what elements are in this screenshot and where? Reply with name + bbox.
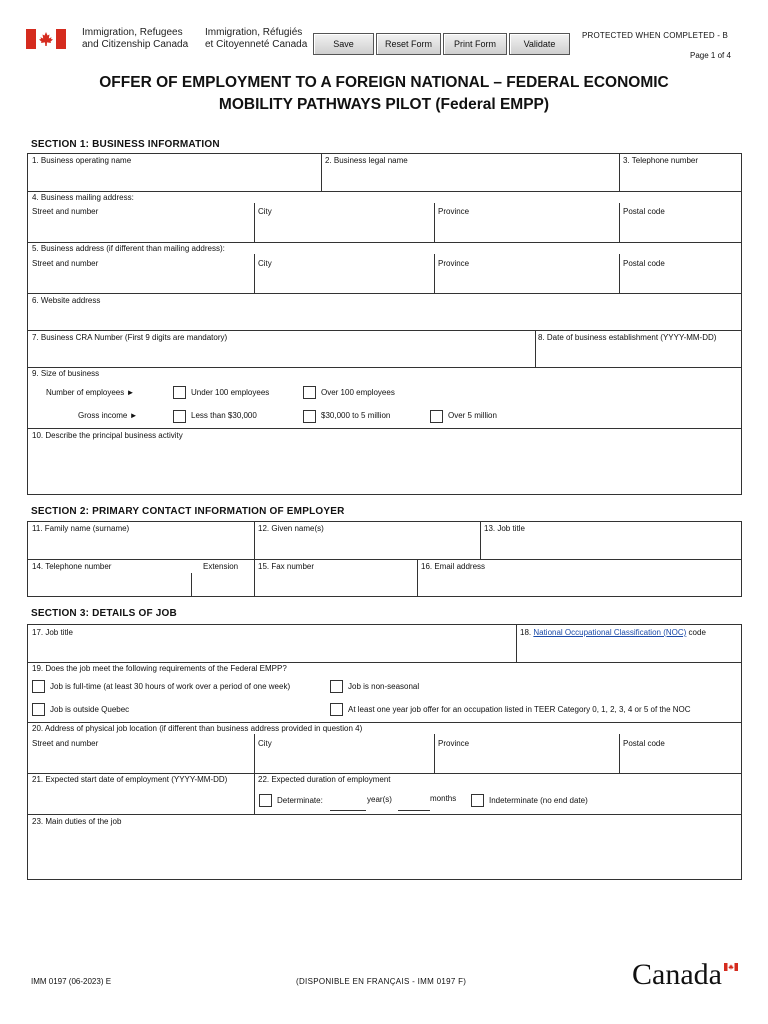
print-form-button[interactable]: Print Form [443, 33, 507, 55]
noc-link[interactable]: National Occupational Classification (NOC) [533, 628, 687, 637]
page-number: Page 1 of 4 [690, 51, 731, 60]
full-time-checkbox[interactable] [32, 680, 45, 693]
noc-prefix: 18. [520, 628, 532, 637]
dept-en-line2: and Citizenship Canada [82, 39, 189, 50]
requirements-question-label: 19. Does the job meet the following requirements of the Federal EMPP? [32, 664, 287, 673]
form-title-line1: OFFER OF EMPLOYMENT TO A FOREIGN NATIONAL – FEDERAL ECONOMIC [99, 74, 669, 91]
job-street-label: Street and number [32, 739, 99, 748]
main-duties-label: 23. Main duties of the job [32, 817, 122, 826]
french-version-notice: (DISPONIBLE EN FRANÇAIS - IMM 0197 F) [296, 977, 467, 986]
section3-box [27, 624, 742, 880]
extension-label: Extension [203, 562, 239, 571]
fax-number-label: 15. Fax number [258, 562, 315, 571]
business-province-label: Province [438, 259, 470, 268]
outside-quebec-label: Job is outside Quebec [50, 705, 130, 714]
years-input[interactable] [330, 810, 366, 811]
less-than-30k-checkbox[interactable] [173, 410, 186, 423]
noc-code-label [520, 628, 706, 637]
noc-suffix: code [688, 628, 706, 637]
establishment-date-label: 8. Date of business establishment (YYYY-MM-DD) [538, 333, 717, 342]
principal-activity-label: 10. Describe the principal business activity [32, 431, 183, 440]
number-of-employees-label: Number of employees ► [46, 388, 135, 397]
family-name-label: 11. Family name (surname) [32, 524, 130, 533]
protected-notice: PROTECTED WHEN COMPLETED - B [582, 31, 729, 40]
non-seasonal-checkbox[interactable] [330, 680, 343, 693]
business-postal-label: Postal code [623, 259, 665, 268]
website-address-label: 6. Website address [32, 296, 101, 305]
business-street-label: Street and number [32, 259, 99, 268]
business-address-label: 5. Business address (if different than mailing address): [32, 244, 225, 253]
business-operating-name-label: 1. Business operating name [32, 156, 132, 165]
duration-label: 22. Expected duration of employment [258, 775, 391, 784]
outside-quebec-checkbox[interactable] [32, 703, 45, 716]
months-label: months [430, 794, 457, 803]
reset-form-button[interactable]: Reset Form [376, 33, 441, 55]
business-legal-name-label: 2. Business legal name [325, 156, 408, 165]
contact-telephone-label: 14. Telephone number [32, 562, 112, 571]
canada-flag-icon [26, 29, 66, 49]
over-5m-label: Over 5 million [448, 411, 497, 420]
form-title-line2: MOBILITY PATHWAYS PILOT (Federal EMPP) [218, 96, 550, 113]
indeterminate-label: Indeterminate (no end date) [489, 796, 588, 805]
teer-category-checkbox[interactable] [330, 703, 343, 716]
business-city-label: City [258, 259, 272, 268]
over-5m-checkbox[interactable] [430, 410, 443, 423]
validate-button[interactable]: Validate [509, 33, 570, 55]
30k-to-5m-checkbox[interactable] [303, 410, 316, 423]
determinate-checkbox[interactable] [259, 794, 272, 807]
determinate-label: Determinate: [277, 796, 323, 805]
mailing-address-label: 4. Business mailing address: [32, 193, 134, 202]
size-of-business-label: 9. Size of business [32, 369, 100, 378]
start-date-label: 21. Expected start date of employment (YYYY-MM-DD) [32, 775, 228, 784]
email-address-label: 16. Email address [421, 562, 486, 571]
mailing-street-label: Street and number [32, 207, 99, 216]
job-postal-label: Postal code [623, 739, 665, 748]
dept-fr-line1: Immigration, Réfugiés [205, 27, 303, 38]
dept-en-line1: Immigration, Refugees [82, 27, 183, 38]
section2-heading: SECTION 2: PRIMARY CONTACT INFORMATION OF EMPLOYER [31, 506, 345, 517]
section1-box [27, 153, 742, 495]
dept-fr-line2: et Citoyenneté Canada [205, 39, 308, 50]
years-label: year(s) [367, 795, 392, 804]
job-location-label: 20. Address of physical job location (if different than business address provided in question 4) [32, 724, 363, 733]
over-100-employees-label: Over 100 employees [321, 388, 395, 397]
canada-wordmark: Canada [632, 958, 722, 991]
section1-heading: SECTION 1: BUSINESS INFORMATION [31, 139, 220, 150]
given-names-label: 12. Given name(s) [258, 524, 324, 533]
months-input[interactable] [398, 810, 430, 811]
30k-to-5m-label: $30,000 to 5 million [321, 411, 391, 420]
under-100-employees-label: Under 100 employees [191, 388, 270, 397]
gross-income-label: Gross income ► [78, 411, 138, 420]
cra-number-label: 7. Business CRA Number (First 9 digits are mandatory) [32, 333, 228, 342]
job-title-label: 17. Job title [32, 628, 73, 637]
over-100-employees-checkbox[interactable] [303, 386, 316, 399]
department-name-en [82, 27, 188, 51]
full-time-label: Job is full-time (at least 30 hours of work over a period of one week) [50, 682, 291, 691]
section2-box [27, 521, 742, 597]
form-title [0, 72, 768, 116]
department-name-fr [205, 27, 307, 51]
contact-job-title-label: 13. Job title [484, 524, 525, 533]
non-seasonal-label: Job is non-seasonal [348, 682, 420, 691]
mailing-province-label: Province [438, 207, 470, 216]
under-100-employees-checkbox[interactable] [173, 386, 186, 399]
job-city-label: City [258, 739, 272, 748]
indeterminate-checkbox[interactable] [471, 794, 484, 807]
less-than-30k-label: Less than $30,000 [191, 411, 257, 420]
save-button[interactable]: Save [313, 33, 374, 55]
form-id: IMM 0197 (06-2023) E [31, 977, 112, 986]
telephone-number-label: 3. Telephone number [623, 156, 699, 165]
mailing-city-label: City [258, 207, 272, 216]
canada-wordmark-flag-icon [724, 963, 738, 971]
job-province-label: Province [438, 739, 470, 748]
mailing-postal-label: Postal code [623, 207, 665, 216]
teer-category-label: At least one year job offer for an occupation listed in TEER Category 0, 1, 2, 3, 4 or 5 of the NOC [348, 705, 691, 714]
section3-heading: SECTION 3: DETAILS OF JOB [31, 608, 177, 619]
